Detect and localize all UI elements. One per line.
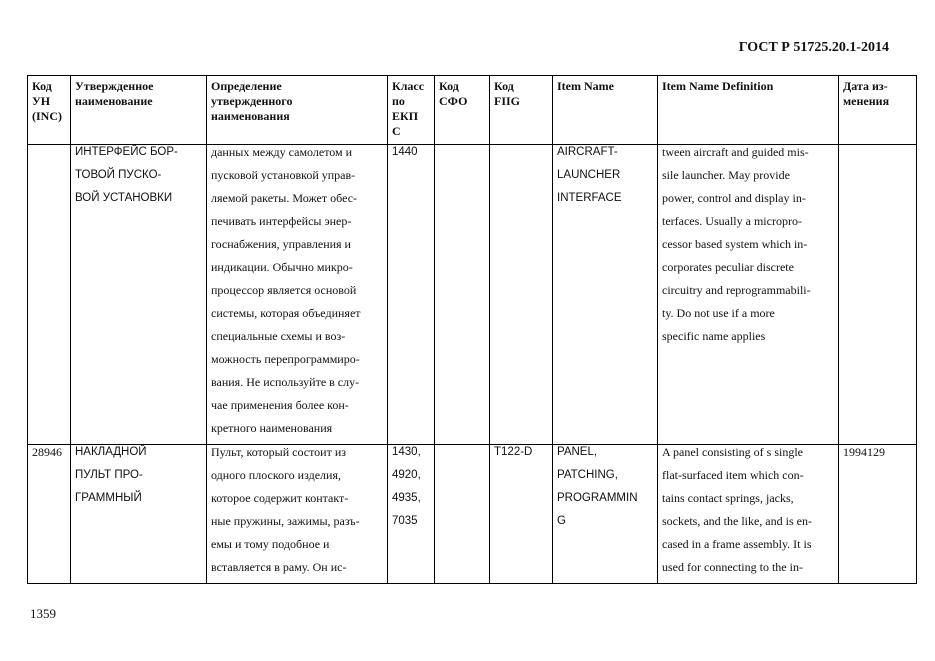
class-cell [388,145,435,445]
cell-line: ляемой ракеты. Может обес- [211,191,358,205]
col-change-date-header: Дата из- менения [839,76,917,145]
table-row [28,145,917,445]
standard-number: ГОСТ Р 51725.20.1-2014 [738,40,889,55]
item-name-cell [553,445,658,584]
cell-line: 1430, [392,446,421,458]
col-definition-header: Определение утвержденного наименования [207,76,388,145]
cell-line: ty. Do not use if a more [662,306,775,320]
cell-line: емы и тому подобное и [211,537,330,551]
cell-line: вания. Не используйте в слу- [211,375,360,389]
cell-line: можность перепрограммиро- [211,352,360,366]
cell-line: tains contact springs, jacks, [662,491,794,505]
page-number: 1359 [30,606,56,621]
cell-line: T122-D [494,446,533,458]
col-item-definition-header: Item Name Definition [658,76,839,145]
cell-line: AIRCRAFT- [557,146,618,158]
fiig-cell [490,145,553,445]
approved-name-cell [71,145,207,445]
cell-line: flat-surfaced item which con- [662,468,804,482]
cell-line: PANEL, [557,446,598,458]
cell-line: G [557,515,566,527]
sfo-cell [435,445,490,584]
col-item-name-header: Item Name [553,76,658,145]
item-name-cell [553,145,658,445]
cell-line: госнабжения, управления и [211,237,351,251]
cell-line: ПУЛЬТ ПРО- [75,469,143,481]
definition-cell [207,145,388,445]
class-cell [388,445,435,584]
cell-line: процессор является основой [211,283,357,297]
inc-cell [28,145,71,445]
cell-line: sile launcher. May provide [662,168,790,182]
cell-line: которое содержит контакт- [211,491,349,505]
cell-line: системы, которая объединяет [211,306,361,320]
cell-line: circuitry and reprogrammabili- [662,283,811,297]
cell-line: данных между самолетом и [211,145,353,159]
cell-line: INTERFACE [557,192,622,204]
cell-line: ИНТЕРФЕЙС БОР- [75,146,178,158]
cell-line: кретного наименования [211,421,333,435]
cell-line: 1440 [392,146,418,158]
cell-line [494,145,548,168]
cell-line [439,445,485,468]
cell-line: terfaces. Usually a micropro- [662,214,802,228]
inc-cell [28,445,71,584]
nomenclature-table [27,75,917,584]
cell-line: 28946 [32,445,62,459]
cell-line: PATCHING, [557,469,618,481]
cell-line: 7035 [392,515,418,527]
cell-line: чае применения более кон- [211,398,349,412]
approved-name-cell [71,445,207,584]
cell-line [439,145,485,168]
cell-line: пусковой установкой управ- [211,168,356,182]
cell-line: used for connecting to the in- [662,560,803,574]
cell-line [32,145,66,168]
cell-line: вставляется в раму. Он ис- [211,560,347,574]
cell-line: tween aircraft and guided mis- [662,145,809,159]
cell-line: НАКЛАДНОЙ [75,446,147,458]
change-date-cell [839,445,917,584]
item-definition-cell [658,445,839,584]
cell-line: power, control and display in- [662,191,806,205]
cell-line: печивать интерфейсы энер- [211,214,352,228]
cell-line: 4935, [392,492,421,504]
cell-line: специальные схемы и воз- [211,329,346,343]
cell-line: одного плоского изделия, [211,468,341,482]
cell-line: ВОЙ УСТАНОВКИ [75,192,173,204]
cell-line: индикации. Обычно микро- [211,260,353,274]
col-fiig-header: Код FIIG [490,76,553,145]
col-sfo-header: Код СФО [435,76,490,145]
cell-line: cased in a frame assembly. It is [662,537,812,551]
cell-line: cessor based system which in- [662,237,808,251]
cell-line: ГРАММНЫЙ [75,492,142,504]
table-row [28,445,917,584]
col-class-header: Класс по ЕКП С [388,76,435,145]
cell-line: corporates peculiar discrete [662,260,794,274]
cell-line: ные пружины, зажимы, разъ- [211,514,360,528]
cell-line: ТОВОЙ ПУСКО- [75,169,162,181]
cell-line: PROGRAMMIN [557,492,638,504]
col-inc-header: Код УН (INC) [28,76,71,145]
cell-line: A panel consisting of s single [662,445,803,459]
fiig-cell [490,445,553,584]
definition-cell [207,445,388,584]
cell-line: sockets, and the like, and is en- [662,514,812,528]
col-approved-name-header: Утвержденное наименование [71,76,207,145]
cell-line: specific name applies [662,329,766,343]
sfo-cell [435,145,490,445]
cell-line: 1994129 [843,445,885,459]
item-definition-cell [658,145,839,445]
change-date-cell [839,145,917,445]
cell-line: 4920, [392,469,421,481]
cell-line: LAUNCHER [557,169,621,181]
header-row [28,76,917,145]
cell-line: Пульт, который состоит из [211,445,346,459]
cell-line [843,145,912,168]
